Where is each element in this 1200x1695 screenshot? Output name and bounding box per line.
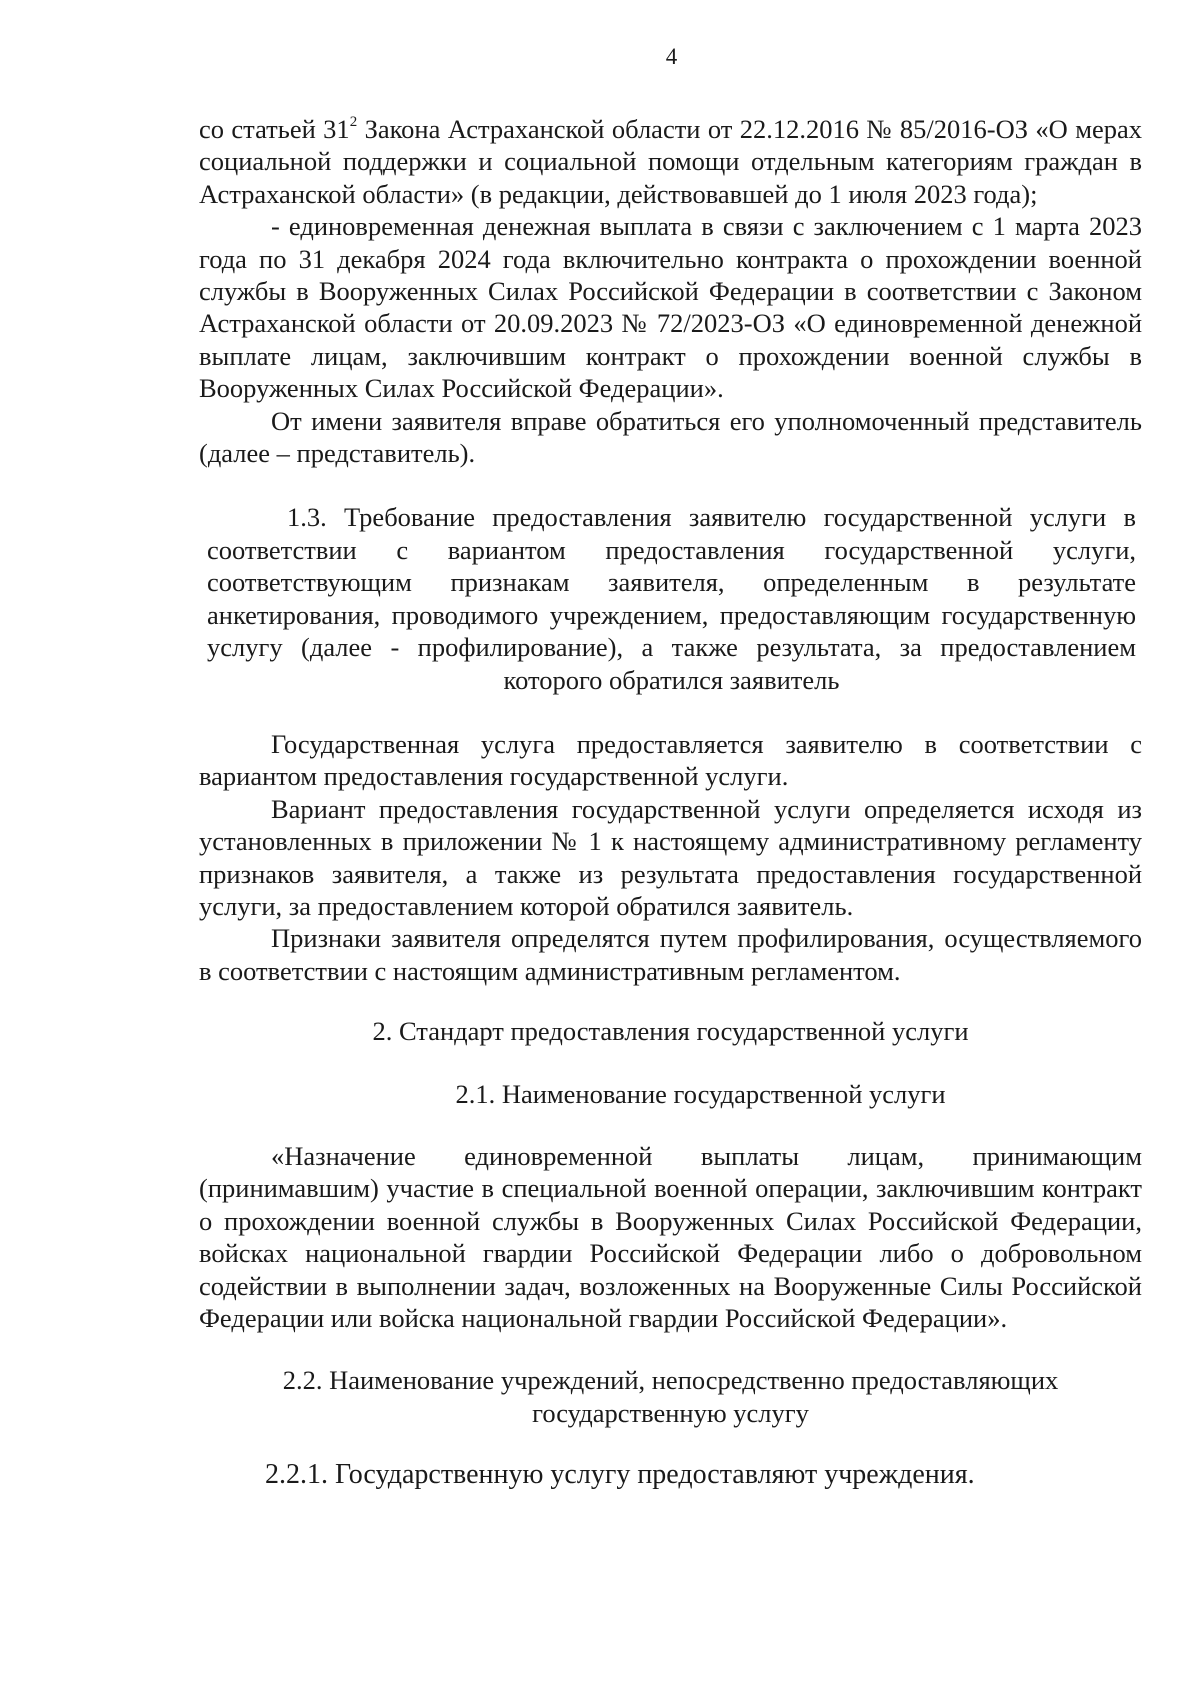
spacer bbox=[199, 1429, 1142, 1459]
section-1-3-paragraph-3: Признаки заявителя определятся путем профилирования, осуществляемого в соответствии с настоящим административным регламентом. bbox=[199, 923, 1142, 986]
section-2-1-paragraph: «Назначение единовременной выплаты лицам, принимающим (принимавшим) участие в специальной военной операции, заключившим контракт о прохождении военной службы в Вооруженных Силах Российской Федерации, войсках национальной гвардии Российской Федерации либо о добровольном содействии в выполнении задач, возложенных на Вооруженные Силы Российской Федерации или войска национальной гвардии Российской Федерации». bbox=[199, 1140, 1142, 1333]
intro-text-start: со статьей 31 bbox=[199, 114, 350, 144]
intro-text-end: Закона Астраханской области от 22.12.2016 № 85/2016-ОЗ «О мерах социальной поддержки и социальной помощи отдельным категориям граждан в Астраханской области» (в редакции, действовавшей до 1 июля 2023 года); bbox=[199, 114, 1142, 209]
spacer bbox=[199, 469, 1142, 501]
spacer bbox=[199, 987, 1142, 1015]
section-1-3-heading: 1.3. Требование предоставления заявителю государственной услуги в соответствии с вариантом предоставления государственной услуги, соответствующим признакам заявителя, определенным в результате анкетирования, проводимого учреждением, предоставляющим государственную услугу (далее - профилирование), а также результата, за предоставлением которого обратился заявитель bbox=[207, 502, 1136, 695]
bullet-paragraph: - единовременная денежная выплата в связи с заключением с 1 марта 2023 года по 31 декабря 2024 года включительно контракта о прохождении военной службы в Вооруженных Силах Российской Федерации в соответствии с Законом Астраханской области от 20.09.2023 № 72/2023-ОЗ «О единовременной денежной выплате лицам, заключившим контракт о прохождении военной службы в Вооруженных Силах Российской Федерации». bbox=[199, 211, 1142, 404]
representative-paragraph: От имени заявителя вправе обратиться его уполномоченный представитель (далее – представитель). bbox=[199, 405, 1142, 469]
page-number: 4 bbox=[665, 44, 678, 69]
spacer bbox=[199, 696, 1142, 728]
spacer bbox=[199, 1048, 1142, 1078]
section-1-3-paragraph-1: Государственная услуга предоставляется заявителю в соответствии с вариантом предоставления государственной услуги. bbox=[199, 728, 1142, 792]
section-1-3-paragraph-2: Вариант предоставления государственной услуги определяется исходя из установленных в приложении № 1 к настоящему административному регламенту признаков заявителя, а также из результата предоставления государственной услуги, за предоставлением которой обратился заявитель. bbox=[199, 793, 1142, 921]
section-2-heading: 2. Стандарт предоставления государственной услуги bbox=[372, 1016, 969, 1047]
spacer bbox=[199, 1110, 1142, 1140]
intro-superscript: 2 bbox=[349, 114, 358, 130]
section-2-2-heading: 2.2. Наименование учреждений, непосредственно предоставляющих государственную услугу bbox=[282, 1365, 1059, 1428]
spacer bbox=[199, 1334, 1142, 1364]
section-2-1-heading: 2.1. Наименование государственной услуги bbox=[455, 1078, 946, 1109]
intro-paragraph bbox=[199, 113, 1142, 210]
section-2-2-1-text: 2.2.1. Государственную услугу предоставляют учреждения. bbox=[265, 1459, 975, 1491]
document-body bbox=[199, 113, 1142, 1492]
